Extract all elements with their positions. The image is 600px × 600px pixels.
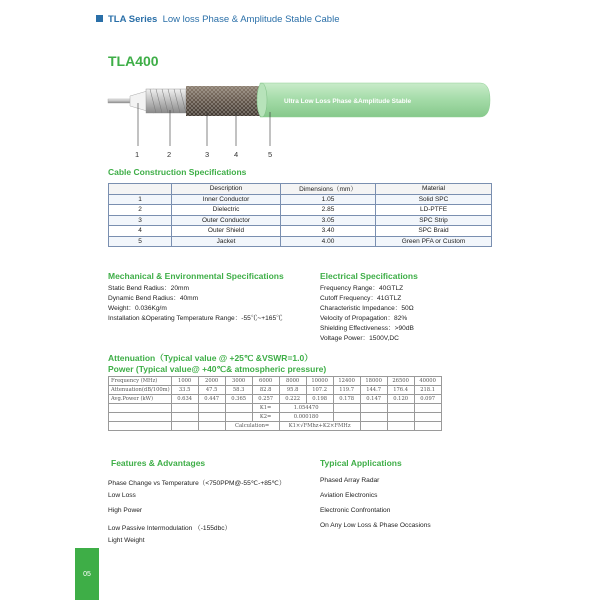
list-item: Characteristic Impedance：50Ω xyxy=(320,305,414,312)
part-number-3: 3 xyxy=(205,150,210,159)
feature-item: High Power xyxy=(108,507,143,514)
power-cell: 0.178 xyxy=(333,395,360,404)
power-cell: 0.447 xyxy=(198,395,225,404)
freq-cell: 12400 xyxy=(333,377,360,386)
att-cell: 47.5 xyxy=(198,386,225,395)
calculation-label: Calculation= xyxy=(225,422,279,431)
electrical-list xyxy=(320,284,414,344)
freq-cell: 8000 xyxy=(279,377,306,386)
k2-value: 0.000180 xyxy=(279,413,333,422)
cell-index: 1 xyxy=(109,194,172,205)
table-row xyxy=(109,194,492,205)
list-item: Static Bend Radius：20mm xyxy=(108,285,189,292)
cell-index: 4 xyxy=(109,226,172,237)
part-number-4: 4 xyxy=(234,150,239,159)
att-cell: 58.3 xyxy=(225,386,252,395)
part-number-5: 5 xyxy=(268,150,273,159)
cell-material: Solid SPC xyxy=(376,194,492,205)
table-row xyxy=(109,215,492,226)
att-cell: 218.1 xyxy=(414,386,441,395)
attenuation-table xyxy=(108,376,442,431)
feature-item: Light Weight xyxy=(108,537,145,544)
cell-material: Green PFA or Custom xyxy=(376,236,492,247)
power-title: Power (Typical value@ +40℃& atmospheric pressure) xyxy=(108,364,327,374)
cell-material: LD-PTFE xyxy=(376,205,492,216)
table-row xyxy=(109,236,492,247)
col-header-dimensions: Dimensions（mm） xyxy=(281,184,376,195)
cell-description: Jacket xyxy=(172,236,281,247)
cell-description: Dielectric xyxy=(172,205,281,216)
cell-material: SPC Braid xyxy=(376,226,492,237)
series-subtitle: Low loss Phase & Amplitude Stable Cable xyxy=(162,14,340,25)
header-square-icon xyxy=(96,15,103,22)
cell-material: SPC Strip xyxy=(376,215,492,226)
application-item: Electronic Confrontation xyxy=(320,507,391,514)
power-cell: 0.222 xyxy=(279,395,306,404)
att-cell: 95.8 xyxy=(279,386,306,395)
applications-title: Typical Applications xyxy=(320,458,402,468)
application-item: On Any Low Loss & Phase Occasions xyxy=(320,522,431,529)
calculation-row xyxy=(109,422,442,431)
cell-dimension: 2.85 xyxy=(281,205,376,216)
att-cell: 119.7 xyxy=(333,386,360,395)
cell-description: Outer Shield xyxy=(172,226,281,237)
cell-index: 3 xyxy=(109,215,172,226)
power-cell: 0.097 xyxy=(414,395,441,404)
jacket-print: Ultra Low Loss Phase &Amplitude Stable xyxy=(284,98,412,105)
power-row xyxy=(109,395,442,404)
power-cell: 0.120 xyxy=(387,395,414,404)
list-item: Voltage Power：1500V,DC xyxy=(320,335,399,342)
cell-dimension: 4.00 xyxy=(281,236,376,247)
list-item: Dynamic Bend Radius：40mm xyxy=(108,295,199,302)
frequency-row xyxy=(109,377,442,386)
attenuation-title: Attenuation（Typical value @ +25℃ &VSWR=1.0） xyxy=(108,353,313,363)
series-name: TLA Series xyxy=(108,14,158,25)
table-row xyxy=(109,205,492,216)
cell-index: 2 xyxy=(109,205,172,216)
attenuation-row xyxy=(109,386,442,395)
freq-cell: 40000 xyxy=(414,377,441,386)
k2-row xyxy=(109,413,442,422)
cell-dimension: 3.40 xyxy=(281,226,376,237)
frequency-label: Frequency (MHz) xyxy=(109,377,172,386)
calculation-formula: K1×√FMhz+K2×FMHz xyxy=(279,422,360,431)
cell-index: 5 xyxy=(109,236,172,247)
power-cell: 0.198 xyxy=(306,395,333,404)
jacket-cut-edge xyxy=(257,83,267,117)
k1-label: K1= xyxy=(252,404,279,413)
page-number: 05 xyxy=(83,571,91,578)
att-cell: 33.5 xyxy=(171,386,198,395)
construction-header-row xyxy=(109,184,492,195)
outer-conductor-strip xyxy=(146,89,186,113)
att-cell: 107.2 xyxy=(306,386,333,395)
feature-item: Low Passive Intermodulation （-155dbc） xyxy=(108,525,232,532)
list-item: Installation &Operating Temperature Range：-55℃~+165℃ xyxy=(108,315,283,322)
list-item: Shielding Effectiveness：>90dB xyxy=(320,325,414,332)
freq-cell: 2000 xyxy=(198,377,225,386)
freq-cell: 10000 xyxy=(306,377,333,386)
k1-value: 1.054470 xyxy=(279,404,333,413)
power-cell: 0.257 xyxy=(252,395,279,404)
mechanical-title: Mechanical & Environmental Specifications xyxy=(108,271,284,281)
feature-item: Phase Change vs Temperature（<750PPM@-55℃-+85℃） xyxy=(108,480,286,487)
freq-cell: 6000 xyxy=(252,377,279,386)
col-header-index xyxy=(109,184,172,195)
list-item: Cutoff Frequency：41GTLZ xyxy=(320,295,402,302)
k1-row xyxy=(109,404,442,413)
k2-label: K2= xyxy=(252,413,279,422)
model-title: TLA400 xyxy=(108,53,159,69)
construction-title: Cable Construction Specifications xyxy=(108,167,247,177)
power-cell: 0.634 xyxy=(171,395,198,404)
att-cell: 176.4 xyxy=(387,386,414,395)
feature-item: Low Loss xyxy=(108,492,136,499)
att-cell: 144.7 xyxy=(360,386,387,395)
cell-description: Inner Conductor xyxy=(172,194,281,205)
freq-cell: 26500 xyxy=(387,377,414,386)
cell-dimension: 3.05 xyxy=(281,215,376,226)
freq-cell: 3000 xyxy=(225,377,252,386)
part-number-1: 1 xyxy=(135,150,140,159)
power-label: Avg.Power (kW) xyxy=(109,395,172,404)
mechanical-list xyxy=(108,284,283,324)
page-header xyxy=(96,14,339,25)
list-item: Weight：0.036Kg/m xyxy=(108,305,167,312)
power-cell: 0.147 xyxy=(360,395,387,404)
freq-cell: 1000 xyxy=(171,377,198,386)
cell-description: Outer Conductor xyxy=(172,215,281,226)
cell-dimension: 1.05 xyxy=(281,194,376,205)
list-item: Frequency Range：40GTLZ xyxy=(320,285,404,292)
att-cell: 82.8 xyxy=(252,386,279,395)
col-header-description: Description xyxy=(172,184,281,195)
table-row xyxy=(109,226,492,237)
application-item: Aviation Electronics xyxy=(320,492,378,499)
power-cell: 0.365 xyxy=(225,395,252,404)
col-header-material: Material xyxy=(376,184,492,195)
construction-table xyxy=(108,183,492,247)
cable-illustration xyxy=(104,80,494,150)
attenuation-label: Attenuation(dB/100m) xyxy=(109,386,172,395)
list-item: Velocity of Propagation：82% xyxy=(320,315,408,322)
part-number-2: 2 xyxy=(167,150,172,159)
application-item: Phased Array Radar xyxy=(320,477,380,484)
freq-cell: 18000 xyxy=(360,377,387,386)
features-title: Features & Advantages xyxy=(111,458,206,468)
electrical-title: Electrical Specifications xyxy=(320,271,418,281)
